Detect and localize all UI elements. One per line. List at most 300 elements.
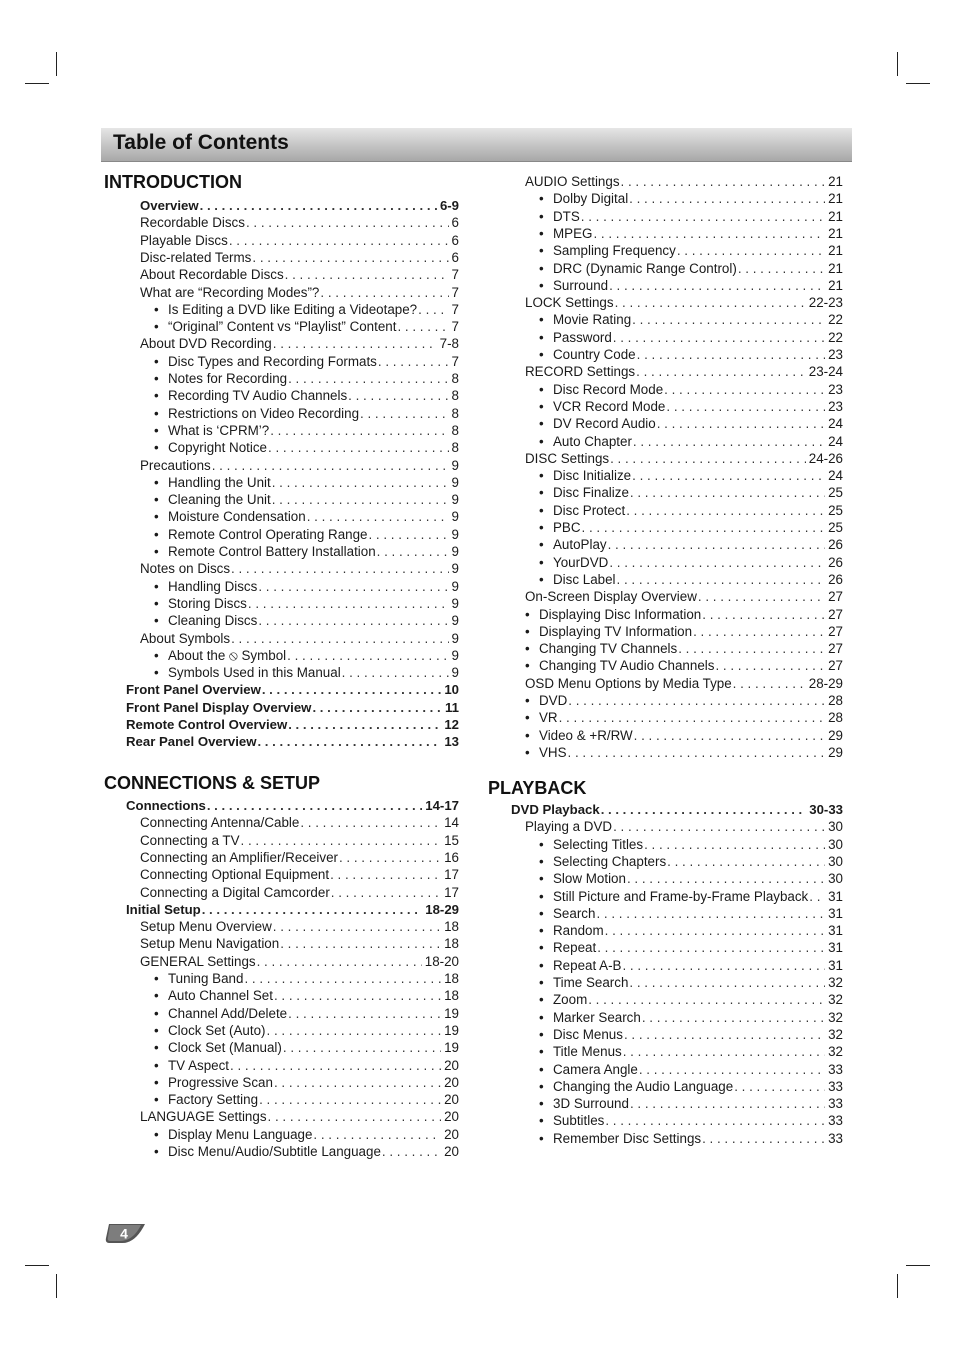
bullet-icon: • bbox=[154, 613, 159, 629]
bullet-icon: • bbox=[525, 710, 530, 726]
bullet-icon: • bbox=[154, 1126, 159, 1142]
toc-entry-page: 31 bbox=[828, 888, 843, 904]
toc-entry-title: Subtitles bbox=[553, 1113, 605, 1129]
toc-entry bbox=[539, 1009, 843, 1026]
toc-entry-title: VHS bbox=[539, 744, 567, 760]
toc-entry-title: Channel Add/Delete bbox=[168, 1005, 288, 1021]
toc-entry-page: 9 bbox=[451, 544, 459, 559]
toc-entry bbox=[539, 836, 843, 853]
toc-entry bbox=[539, 1026, 843, 1043]
section-heading-introduction: INTRODUCTION bbox=[104, 172, 242, 192]
toc-entry-title: Sampling Frequency bbox=[553, 243, 676, 259]
toc-entry bbox=[154, 491, 459, 508]
bullet-icon: • bbox=[539, 191, 544, 207]
toc-entry-title: Repeat bbox=[553, 940, 597, 956]
toc-entry bbox=[154, 353, 459, 370]
dot-leader bbox=[605, 1112, 825, 1129]
toc-entry-title: Disc Types and Recording Formats bbox=[168, 353, 377, 369]
toc-entry bbox=[539, 260, 843, 277]
toc-entry-page: 17 bbox=[444, 867, 459, 883]
dot-leader bbox=[559, 709, 825, 726]
dot-leader bbox=[252, 249, 448, 266]
toc-entry-title: Dolby Digital bbox=[553, 191, 629, 207]
dot-leader bbox=[609, 277, 825, 294]
dot-leader bbox=[320, 284, 448, 301]
toc-entry-page: 8 bbox=[451, 422, 459, 438]
dot-leader bbox=[624, 1026, 825, 1043]
toc-entry-page: 6 bbox=[451, 215, 459, 231]
bullet-icon: • bbox=[154, 1040, 159, 1056]
toc-entry-title: About DVD Recording bbox=[140, 336, 272, 352]
toc-entry-title: Remote Control Battery Installation bbox=[168, 544, 376, 559]
toc-entry bbox=[140, 335, 459, 352]
toc-entry-page: 21 bbox=[828, 277, 843, 293]
toc-entry-title: Disc Label bbox=[553, 571, 616, 587]
dot-leader bbox=[621, 173, 826, 190]
toc-entry-page: 7 bbox=[451, 267, 459, 283]
toc-entry bbox=[154, 301, 459, 318]
toc-entry-page: 21 bbox=[828, 174, 843, 189]
toc-entry-page: 20 bbox=[444, 1092, 459, 1108]
toc-entry-page: 6-9 bbox=[439, 198, 459, 213]
toc-entry bbox=[154, 578, 459, 595]
dot-leader bbox=[609, 554, 825, 571]
toc-entry-page: 33 bbox=[828, 1061, 843, 1077]
dot-leader bbox=[270, 422, 448, 439]
toc-entry bbox=[140, 866, 459, 883]
dot-leader bbox=[330, 866, 441, 883]
dot-leader bbox=[368, 526, 448, 543]
toc-entry bbox=[539, 467, 843, 484]
crop-mark bbox=[906, 83, 930, 84]
toc-entry-page: 7 bbox=[451, 301, 459, 317]
toc-entry-page: 10 bbox=[444, 682, 459, 698]
dot-leader bbox=[630, 484, 825, 501]
dot-leader bbox=[244, 970, 441, 987]
dot-leader bbox=[608, 536, 825, 553]
toc-entry-page: 9 bbox=[451, 561, 459, 577]
toc-entry-page: 24 bbox=[828, 433, 843, 449]
toc-entry bbox=[154, 987, 459, 1004]
page-title: Table of Contents bbox=[113, 131, 289, 154]
toc-entry bbox=[539, 519, 843, 536]
bullet-icon: • bbox=[525, 693, 530, 708]
dot-leader bbox=[613, 818, 825, 835]
dot-leader bbox=[734, 1078, 825, 1095]
toc-entry-page: 19 bbox=[444, 1022, 459, 1038]
toc-entry-title: Connections bbox=[126, 798, 206, 813]
toc-entry bbox=[525, 640, 843, 657]
bullet-icon: • bbox=[154, 492, 159, 508]
toc-entry-title: Overview bbox=[140, 198, 199, 213]
toc-entry-page: 30 bbox=[828, 871, 843, 887]
toc-entry bbox=[154, 1039, 459, 1056]
toc-entry bbox=[539, 311, 843, 328]
toc-entry bbox=[126, 901, 459, 918]
toc-entry-title: About Symbols bbox=[140, 630, 231, 646]
toc-entry-page: 24 bbox=[828, 468, 843, 484]
toc-entry bbox=[154, 647, 459, 664]
dot-leader bbox=[348, 387, 448, 404]
bullet-icon: • bbox=[539, 957, 544, 973]
toc-entry-page: 19 bbox=[444, 1005, 459, 1021]
toc-entry-title: RECORD Settings bbox=[525, 364, 636, 380]
dot-leader bbox=[809, 888, 825, 905]
dot-leader bbox=[613, 329, 825, 346]
toc-entry-title: Copyright Notice bbox=[168, 440, 267, 456]
toc-entry bbox=[511, 801, 843, 818]
toc-entry-title: Disc Menu/Audio/Subtitle Language bbox=[168, 1144, 381, 1159]
toc-entry-title: Setup Menu Navigation bbox=[140, 936, 280, 952]
toc-entry bbox=[539, 1112, 843, 1129]
toc-entry bbox=[525, 692, 843, 709]
toc-entry bbox=[140, 953, 459, 970]
toc-entry-title: Time Search bbox=[553, 975, 629, 990]
dot-leader bbox=[639, 1061, 825, 1078]
dot-leader bbox=[702, 606, 825, 623]
bullet-icon: • bbox=[154, 405, 159, 421]
toc-entry bbox=[140, 935, 459, 952]
toc-entry-page: 20 bbox=[444, 1109, 459, 1125]
dot-leader bbox=[637, 346, 825, 363]
toc-entry-page: 15 bbox=[444, 832, 459, 848]
toc-entry-page: 23 bbox=[828, 398, 843, 414]
bullet-icon: • bbox=[539, 468, 544, 484]
toc-entry-page: 22 bbox=[828, 312, 843, 328]
toc-entry-title: Display Menu Language bbox=[168, 1126, 313, 1142]
dot-leader bbox=[568, 692, 825, 709]
toc-entry bbox=[539, 1095, 843, 1112]
toc-entry bbox=[154, 422, 459, 439]
toc-entry-page: 21 bbox=[828, 208, 843, 224]
dot-leader bbox=[274, 1074, 441, 1091]
toc-entry-title: VR bbox=[539, 710, 558, 726]
toc-entry-page: 23 bbox=[828, 347, 843, 362]
toc-entry-page: 21 bbox=[828, 260, 843, 276]
bullet-icon: • bbox=[539, 836, 544, 852]
dot-leader bbox=[636, 363, 806, 380]
bullet-icon: • bbox=[154, 474, 159, 490]
toc-entry-page: 20 bbox=[444, 1144, 459, 1159]
dot-leader bbox=[623, 1043, 825, 1060]
toc-entry-page: 18-20 bbox=[424, 953, 459, 969]
toc-entry-title: DRC (Dynamic Range Control) bbox=[553, 260, 737, 276]
toc-entry-title: DVD bbox=[539, 693, 568, 708]
toc-entry bbox=[539, 922, 843, 939]
toc-entry bbox=[539, 346, 843, 363]
dot-leader bbox=[733, 675, 806, 692]
bullet-icon: • bbox=[154, 665, 159, 681]
dot-leader bbox=[285, 266, 449, 283]
bullet-icon: • bbox=[154, 440, 159, 456]
toc-entry bbox=[154, 595, 459, 612]
toc-entry bbox=[539, 398, 843, 415]
toc-entry bbox=[539, 853, 843, 870]
toc-entry-title: About the ⦸ Symbol bbox=[168, 647, 287, 663]
toc-entry-page: 26 bbox=[828, 571, 843, 587]
crop-mark bbox=[56, 52, 57, 76]
toc-entry-title: Connecting an Amplifier/Receiver bbox=[140, 849, 338, 865]
toc-entry-page: 24-26 bbox=[808, 450, 843, 466]
toc-entry bbox=[525, 294, 843, 311]
toc-entry-title: AutoPlay bbox=[553, 537, 607, 553]
dot-leader bbox=[597, 939, 825, 956]
toc-entry-title: Initial Setup bbox=[126, 901, 201, 917]
toc-entry-title: 3D Surround bbox=[553, 1096, 629, 1112]
dot-leader bbox=[698, 588, 825, 605]
toc-entry-title: What is ‘CPRM’? bbox=[168, 422, 270, 438]
toc-entry-title: PBC bbox=[553, 520, 581, 535]
toc-entry-page: 25 bbox=[828, 485, 843, 501]
toc-entry-page: 18-29 bbox=[425, 901, 459, 917]
dot-leader bbox=[693, 623, 825, 640]
dot-leader bbox=[632, 311, 825, 328]
toc-entry bbox=[525, 818, 843, 835]
dot-leader bbox=[288, 1005, 441, 1022]
dot-leader bbox=[568, 744, 826, 761]
toc-entry-page: 6 bbox=[451, 232, 459, 248]
dot-leader bbox=[593, 225, 825, 242]
toc-entry-title: DV Record Audio bbox=[553, 416, 656, 432]
toc-entry-title: Rear Panel Overview bbox=[126, 734, 257, 750]
toc-entry-title: Selecting Chapters bbox=[553, 853, 667, 869]
toc-entry-title: Cleaning the Unit bbox=[168, 492, 271, 508]
toc-entry-page: 22-23 bbox=[808, 295, 843, 311]
toc-entry-title: Moisture Condensation bbox=[168, 509, 306, 525]
toc-entry-page: 8 bbox=[451, 371, 459, 386]
toc-entry-page: 27 bbox=[828, 658, 843, 674]
toc-entry-page: 9 bbox=[451, 457, 459, 473]
toc-entry-title: Disc Menus bbox=[553, 1026, 623, 1042]
toc-entry-title: Marker Search bbox=[553, 1009, 641, 1025]
toc-entry bbox=[154, 318, 459, 335]
toc-entry-title: Disc Protect bbox=[553, 502, 626, 518]
toc-entry-title: What are “Recording Modes”? bbox=[140, 284, 320, 300]
bullet-icon: • bbox=[539, 888, 544, 904]
crop-mark bbox=[25, 1265, 49, 1266]
toc-entry-title: Notes for Recording bbox=[168, 371, 288, 386]
toc-entry-page: 9 bbox=[451, 665, 459, 681]
toc-entry-title: LANGUAGE Settings bbox=[140, 1109, 267, 1125]
bullet-icon: • bbox=[154, 647, 159, 663]
toc-entry-title: “Original” Content vs “Playlist” Content bbox=[168, 319, 397, 335]
toc-entry-title: Front Panel Overview bbox=[126, 682, 261, 698]
dot-leader bbox=[300, 814, 441, 831]
toc-entry-page: 33 bbox=[828, 1096, 843, 1112]
toc-entry-title: LOCK Settings bbox=[525, 295, 614, 311]
dot-leader bbox=[610, 450, 806, 467]
bullet-icon: • bbox=[539, 502, 544, 518]
toc-entry bbox=[140, 249, 459, 266]
toc-entry-page: 7 bbox=[451, 319, 459, 335]
bullet-icon: • bbox=[154, 422, 159, 438]
toc-entry-title: Storing Discs bbox=[168, 595, 247, 611]
toc-entry-page: 29 bbox=[828, 727, 843, 743]
toc-entry bbox=[140, 214, 459, 231]
bullet-icon: • bbox=[154, 1022, 159, 1038]
bullet-icon: • bbox=[525, 744, 530, 760]
toc-entry-title: Factory Setting bbox=[168, 1092, 259, 1108]
toc-entry bbox=[525, 623, 843, 640]
dot-leader bbox=[633, 433, 825, 450]
crop-mark bbox=[906, 1265, 930, 1266]
toc-entry-page: 32 bbox=[828, 1009, 843, 1025]
toc-entry-page: 9 bbox=[451, 474, 459, 490]
dot-leader bbox=[622, 957, 825, 974]
dot-leader bbox=[273, 335, 437, 352]
dot-leader bbox=[630, 1095, 825, 1112]
bullet-icon: • bbox=[539, 312, 544, 328]
bullet-icon: • bbox=[539, 416, 544, 432]
section-heading-connections: CONNECTIONS & SETUP bbox=[104, 773, 321, 793]
toc-entry-page: 33 bbox=[828, 1113, 843, 1129]
toc-entry-page: 30-33 bbox=[809, 802, 843, 817]
toc-entry-title: Precautions bbox=[140, 457, 211, 473]
toc-entry-title: Handling Discs bbox=[168, 578, 258, 594]
toc-entry bbox=[154, 1005, 459, 1022]
dot-leader bbox=[200, 197, 437, 214]
toc-entry-title: Movie Rating bbox=[553, 312, 632, 328]
toc-entry-title: DVD Playback bbox=[511, 802, 600, 817]
dot-leader bbox=[418, 301, 448, 318]
toc-entry-title: Cleaning Discs bbox=[168, 613, 258, 629]
toc-entry-title: Disc-related Terms bbox=[140, 249, 252, 265]
toc-entry bbox=[140, 197, 459, 214]
toc-entry bbox=[539, 1043, 843, 1060]
bullet-icon: • bbox=[154, 319, 159, 335]
toc-entry bbox=[539, 1061, 843, 1078]
toc-entry-page: 16 bbox=[444, 849, 459, 865]
toc-entry-page: 28-29 bbox=[808, 675, 843, 691]
bullet-icon: • bbox=[539, 1113, 544, 1129]
dot-leader bbox=[657, 415, 825, 432]
toc-entry bbox=[140, 814, 459, 831]
toc-entry-page: 21 bbox=[828, 225, 843, 241]
toc-entry-page: 27 bbox=[828, 589, 843, 605]
crop-mark bbox=[56, 1274, 57, 1298]
toc-entry-title: Front Panel Display Overview bbox=[126, 699, 312, 715]
toc-entry bbox=[140, 560, 459, 577]
bullet-icon: • bbox=[539, 485, 544, 501]
toc-entry bbox=[154, 474, 459, 491]
toc-entry bbox=[539, 554, 843, 571]
bullet-icon: • bbox=[539, 520, 544, 535]
toc-entry bbox=[126, 681, 459, 698]
toc-entry-page: 8 bbox=[451, 405, 459, 421]
toc-entry bbox=[154, 1126, 459, 1143]
toc-entry bbox=[154, 1143, 459, 1160]
bullet-icon: • bbox=[154, 595, 159, 611]
toc-entry bbox=[539, 242, 843, 259]
toc-entry-title: Changing TV Channels bbox=[539, 641, 678, 657]
toc-entry-title: Clock Set (Auto) bbox=[168, 1022, 266, 1038]
toc-entry-page: 27 bbox=[828, 641, 843, 657]
toc-entry-page: 8 bbox=[451, 440, 459, 456]
toc-entry-page: 29 bbox=[828, 744, 843, 760]
bullet-icon: • bbox=[154, 1005, 159, 1021]
toc-entry-page: 8 bbox=[451, 388, 459, 404]
bullet-icon: • bbox=[154, 1057, 159, 1073]
toc-entry bbox=[154, 526, 459, 543]
bullet-icon: • bbox=[539, 243, 544, 259]
toc-entry-page: 9 bbox=[451, 509, 459, 525]
dot-leader bbox=[313, 1126, 441, 1143]
toc-entry-title: On-Screen Display Overview bbox=[525, 589, 697, 605]
toc-entry-page: 7 bbox=[451, 284, 459, 300]
bullet-icon: • bbox=[539, 1078, 544, 1094]
toc-entry bbox=[154, 1022, 459, 1039]
dot-leader bbox=[677, 242, 825, 259]
toc-entry-page: 31 bbox=[828, 940, 843, 956]
toc-entry bbox=[539, 888, 843, 905]
bullet-icon: • bbox=[539, 1096, 544, 1112]
toc-entry-title: Selecting Titles bbox=[553, 836, 644, 852]
toc-entry-page: 31 bbox=[828, 905, 843, 921]
toc-entry-page: 18 bbox=[444, 936, 459, 952]
toc-entry-title: Clock Set (Manual) bbox=[168, 1040, 282, 1056]
toc-entry-page: 18 bbox=[444, 988, 459, 1004]
toc-entry bbox=[525, 363, 843, 380]
dot-leader bbox=[257, 953, 422, 970]
toc-entry bbox=[154, 387, 459, 404]
dot-leader bbox=[377, 543, 449, 560]
dot-leader bbox=[207, 797, 422, 814]
toc-entry-page: 28 bbox=[828, 693, 843, 708]
title-bar bbox=[101, 128, 852, 162]
toc-entry-page: 24 bbox=[828, 416, 843, 432]
dot-leader bbox=[331, 884, 441, 901]
bullet-icon: • bbox=[154, 1092, 159, 1108]
dot-leader bbox=[596, 905, 825, 922]
toc-entry bbox=[525, 173, 843, 190]
toc-entry-title: Auto Chapter bbox=[553, 433, 632, 449]
toc-entry-title: Notes on Discs bbox=[140, 561, 231, 577]
toc-entry-page: 20 bbox=[444, 1057, 459, 1073]
dot-leader bbox=[258, 578, 448, 595]
toc-entry bbox=[154, 1074, 459, 1091]
toc-entry-title: Handling the Unit bbox=[168, 474, 271, 490]
toc-entry bbox=[154, 405, 459, 422]
dot-leader bbox=[339, 849, 441, 866]
toc-entry bbox=[525, 727, 843, 744]
toc-entry-page: 28 bbox=[828, 710, 843, 726]
toc-entry-page: 30 bbox=[828, 836, 843, 852]
bullet-icon: • bbox=[539, 381, 544, 397]
toc-entry bbox=[539, 1130, 843, 1147]
toc-entry-title: DTS bbox=[553, 208, 580, 224]
bullet-icon: • bbox=[154, 526, 159, 542]
toc-entry bbox=[140, 884, 459, 901]
toc-entry bbox=[140, 832, 459, 849]
dot-leader bbox=[274, 987, 441, 1004]
toc-entry-page: 33 bbox=[828, 1078, 843, 1094]
dot-leader bbox=[262, 681, 441, 698]
dot-leader bbox=[601, 801, 807, 818]
dot-leader bbox=[397, 318, 448, 335]
dot-leader bbox=[615, 294, 806, 311]
toc-entry-title: DISC Settings bbox=[525, 450, 610, 466]
toc-entry-title: TV Aspect bbox=[168, 1057, 230, 1073]
dot-leader bbox=[702, 1130, 825, 1147]
toc-entry bbox=[539, 208, 843, 225]
toc-entry-page: 9 bbox=[451, 578, 459, 594]
toc-entry-title: Recordable Discs bbox=[140, 215, 245, 231]
toc-entry-page: 6 bbox=[451, 249, 459, 265]
toc-entry bbox=[525, 675, 843, 692]
toc-entry-title: Recording TV Audio Channels bbox=[168, 388, 348, 404]
dot-leader bbox=[307, 508, 449, 525]
toc-entry-title: Auto Channel Set bbox=[168, 988, 273, 1004]
